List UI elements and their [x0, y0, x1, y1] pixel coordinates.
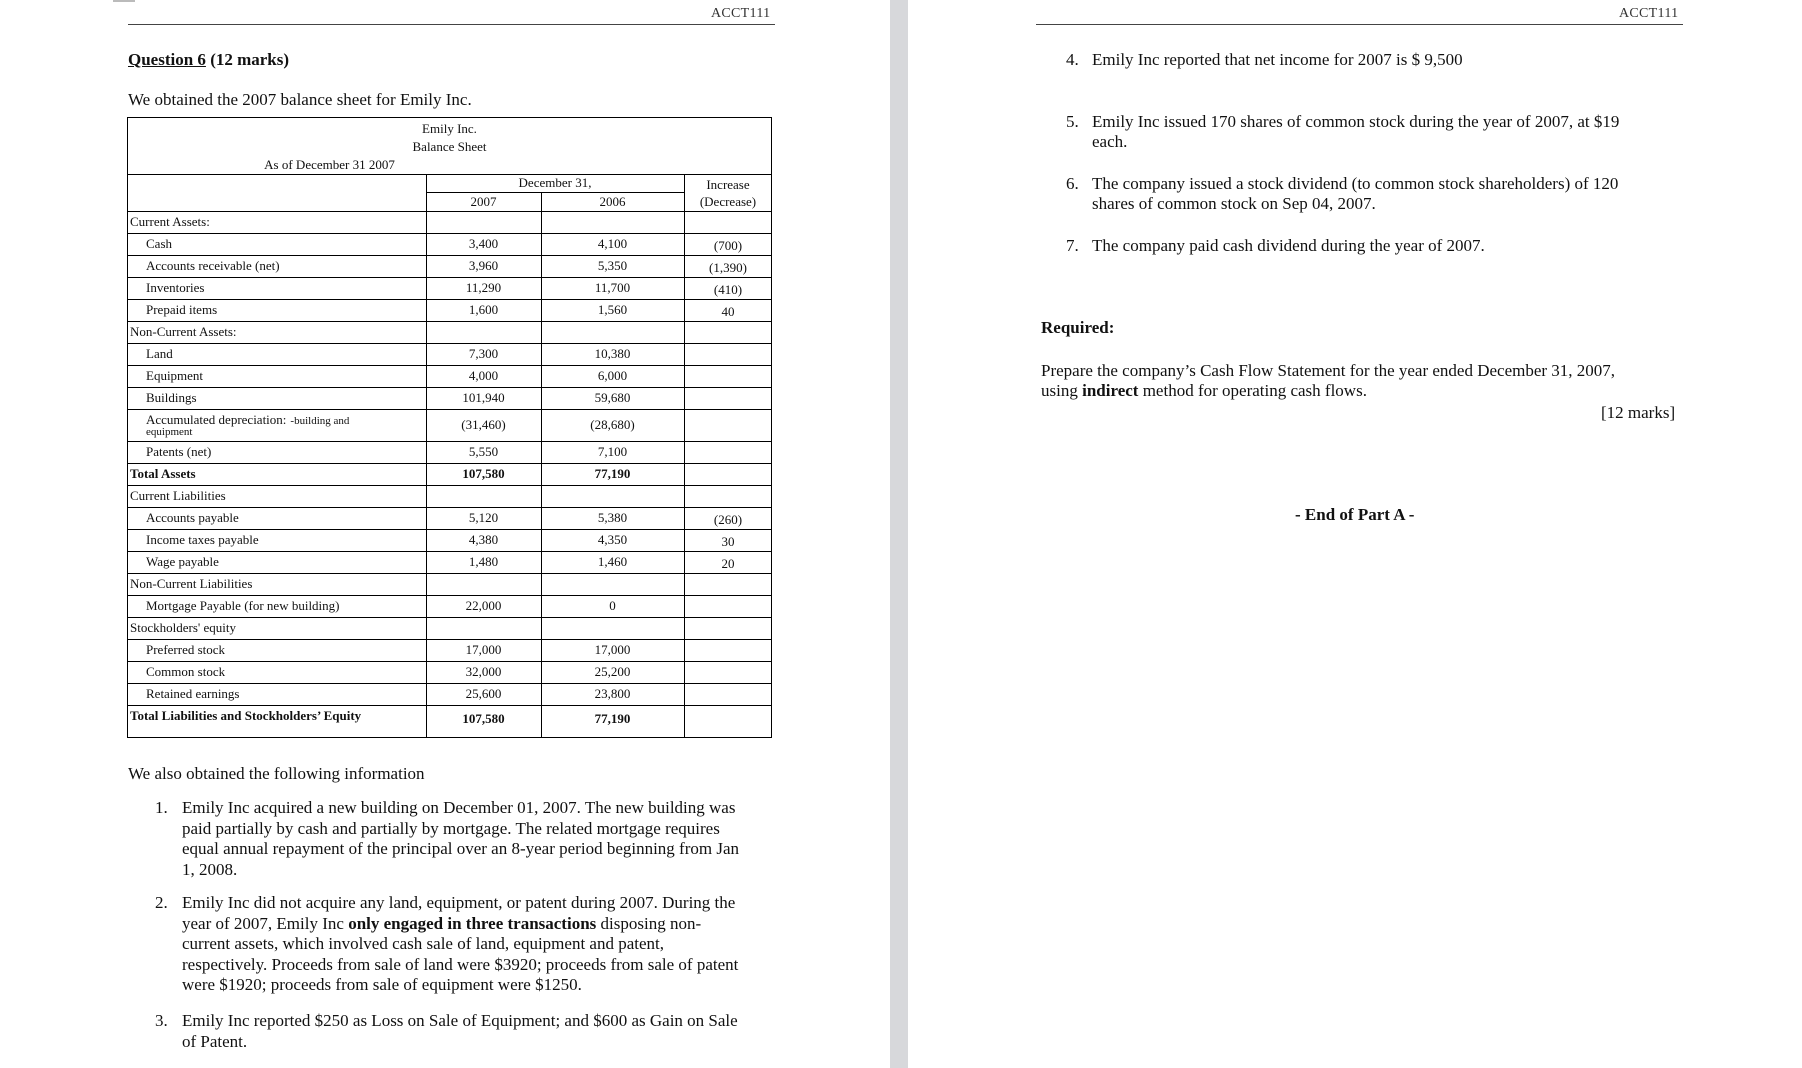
- bs-row-label: Wage payable: [146, 554, 219, 569]
- bs-rule: [128, 507, 771, 508]
- item-line: The company paid cash dividend during the year of 2007.: [1092, 236, 1485, 255]
- bs-rule: [128, 463, 771, 464]
- bs-value-change: 40: [721, 304, 735, 319]
- bs-value-2006: 7,100: [597, 444, 628, 459]
- item-line: respectively. Proceeds from sale of land were $3920; proceeds from sale of patent: [182, 954, 739, 974]
- bs-rule: [128, 551, 771, 552]
- bs-value-2007: 5,550: [468, 444, 499, 459]
- required-emphasis: indirect: [1082, 381, 1139, 400]
- bs-value-2006: 0: [609, 598, 616, 613]
- item-number: 6.: [1066, 174, 1079, 193]
- bs-section-label: Stockholders' equity: [130, 620, 236, 635]
- end-of-part: - End of Part A -: [1295, 505, 1415, 524]
- bs-value-change: (260): [713, 512, 743, 527]
- page-gutter: [890, 0, 908, 1068]
- bs-rule: [128, 387, 771, 388]
- bs-rule: [128, 529, 771, 530]
- bs-row-label: Land: [146, 346, 173, 361]
- bs-value-2006: 59,680: [594, 390, 631, 405]
- item-number: 4.: [1066, 50, 1079, 69]
- item-line: equal annual repayment of the principal over an 8-year period beginning from Jan: [182, 839, 740, 858]
- item-line: Emily Inc acquired a new building on December 01, 2007. The new building was: [182, 798, 736, 817]
- bs-section-label: Non-Current Liabilities: [130, 576, 253, 591]
- bs-rule: [128, 639, 771, 640]
- item-line: current assets, which involved cash sale of land, equipment and patent,: [182, 934, 664, 953]
- item-line: 1, 2008.: [182, 859, 238, 879]
- bs-row-label: Total Assets: [130, 466, 196, 481]
- bs-value-2006: 23,800: [594, 686, 631, 701]
- item-line: Emily Inc reported $250 as Loss on Sale of Equipment; and $600 as Gain on Sale: [182, 1011, 738, 1030]
- bs-rule: [426, 192, 684, 193]
- bs-value-2007: 4,380: [468, 532, 499, 547]
- bs-row-label: Accounts payable: [146, 510, 239, 525]
- bs-rule: [128, 683, 771, 684]
- bs-rule: [128, 233, 771, 234]
- bs-statement: Balance Sheet: [412, 139, 487, 154]
- bs-value-change: (1,390): [709, 260, 747, 275]
- bs-value-2006: (28,680): [590, 417, 635, 432]
- bs-rule: [128, 409, 771, 410]
- bs-section-label: Current Assets:: [130, 214, 210, 229]
- page-header-course: ACCT111: [1619, 6, 1679, 21]
- bs-value-2006: 11,700: [594, 280, 631, 295]
- bs-value-2007: 107,580: [462, 466, 505, 481]
- bs-row-label: Patents (net): [146, 444, 212, 459]
- bs-value-2007: 107,580: [462, 711, 505, 726]
- item-line: of Patent.: [182, 1031, 248, 1051]
- bs-row-label-note: -building and: [290, 415, 350, 427]
- item-number: 7.: [1066, 236, 1079, 255]
- item-2-text: [182, 893, 738, 996]
- item-emphasis: only engaged in three transactions: [348, 913, 597, 933]
- bs-value-2007: (31,460): [461, 417, 506, 432]
- bs-rule: [128, 299, 771, 300]
- bs-value-2007: 1,600: [468, 302, 499, 317]
- bs-value-2007: 3,960: [468, 258, 499, 273]
- item-1-text: [182, 798, 739, 880]
- bs-value-2007: 1,480: [468, 554, 499, 569]
- left-page: [0, 0, 890, 1068]
- page-corner-mark: [113, 0, 135, 2]
- bs-value-2006: 25,200: [594, 664, 631, 679]
- bs-value-2007: 11,290: [465, 280, 502, 295]
- required-text-part: using: [1041, 381, 1083, 400]
- item-number: 3.: [155, 1011, 168, 1030]
- bs-value-2006: 10,380: [594, 346, 631, 361]
- bs-col-group: December 31,: [518, 175, 592, 190]
- header-rule: [1036, 24, 1683, 25]
- bs-rule: [128, 211, 771, 212]
- item-line: [182, 914, 738, 935]
- bs-date: As of December 31 2007: [264, 157, 395, 172]
- bs-row-label: Equipment: [146, 368, 204, 383]
- bs-value-2007: 17,000: [465, 642, 502, 657]
- bs-value-change: 30: [721, 534, 735, 549]
- bs-row-label: Preferred stock: [146, 642, 226, 657]
- also-text: We also obtained the following information: [128, 764, 425, 783]
- intro-text: We obtained the 2007 balance sheet for Emily Inc.: [128, 90, 472, 109]
- bs-colrule: [684, 174, 685, 737]
- required-line: Prepare the company’s Cash Flow Statement for the year ended December 31, 2007,: [1041, 361, 1616, 380]
- bs-value-2006: 17,000: [594, 642, 631, 657]
- bs-row-label: Total Liabilities and Stockholders’ Equity: [130, 708, 362, 723]
- bs-value-2007: 22,000: [465, 598, 502, 613]
- bs-value-2007: 32,000: [465, 664, 502, 679]
- item-line: each.: [1092, 132, 1128, 151]
- balance-sheet-table: [127, 117, 772, 738]
- bs-rule: [128, 485, 771, 486]
- item-line: were $1920; proceeds from sale of equipment were $1250.: [182, 975, 582, 994]
- bs-rule: [128, 705, 771, 706]
- bs-value-2006: 1,460: [597, 554, 628, 569]
- item-number: 2.: [155, 893, 168, 912]
- bs-row-label: Buildings: [146, 390, 197, 405]
- bs-col-change-2: (Decrease): [699, 194, 757, 209]
- bs-value-2006: 1,560: [597, 302, 628, 317]
- question-title: [128, 50, 289, 70]
- required-heading: Required:: [1041, 318, 1115, 337]
- bs-rule: [128, 365, 771, 366]
- item-5-text: [1092, 112, 1619, 152]
- bs-rule: [128, 617, 771, 618]
- bs-rule: [128, 595, 771, 596]
- bs-row-label: Mortgage Payable (for new building): [146, 598, 340, 613]
- bs-value-2007: 4,000: [468, 368, 499, 383]
- bs-section-label: Non-Current Assets:: [130, 324, 237, 339]
- question-label: Question 6: [128, 50, 206, 69]
- right-page: [908, 0, 1802, 1068]
- bs-rule: [128, 321, 771, 322]
- item-text: year of 2007, Emily Inc: [182, 913, 349, 933]
- header-rule: [128, 24, 775, 25]
- item-3-text: [182, 1011, 738, 1052]
- bs-value-2007: 7,300: [468, 346, 499, 361]
- item-7-text: [1092, 236, 1485, 256]
- required-line: [1041, 381, 1615, 401]
- bs-row-label: Income taxes payable: [146, 532, 259, 547]
- bs-value-2006: 77,190: [594, 466, 631, 481]
- item-line: paid partially by cash and partially by mortgage. The related mortgage requires: [182, 818, 720, 838]
- bs-row-label: Cash: [146, 236, 172, 251]
- bs-row-label: Accounts receivable (net): [146, 258, 280, 273]
- bs-rule: [128, 573, 771, 574]
- required-marks: [12 marks]: [1601, 403, 1676, 422]
- bs-col-change-1: Increase: [706, 177, 750, 192]
- item-6-text: [1092, 174, 1618, 214]
- bs-value-2007: 5,120: [468, 510, 499, 525]
- item-line: Emily Inc reported that net income for 2007 is $ 9,500: [1092, 50, 1463, 69]
- item-text: disposing non-: [596, 913, 702, 933]
- bs-row-label: Inventories: [146, 280, 205, 295]
- item-line: shares of common stock on Sep 04, 2007.: [1092, 194, 1376, 213]
- bs-rule: [128, 277, 771, 278]
- required-text-part: method for operating cash flows.: [1138, 381, 1367, 400]
- bs-rule: [128, 343, 771, 344]
- item-number: 1.: [155, 798, 168, 817]
- page-header-course: ACCT111: [711, 6, 771, 21]
- item-line: Emily Inc issued 170 shares of common stock during the year of 2007, at $19: [1092, 112, 1620, 131]
- bs-row-label: Prepaid items: [146, 302, 218, 317]
- bs-value-change: (700): [713, 238, 743, 253]
- item-number: 5.: [1066, 112, 1079, 131]
- bs-row-label: Accumulated depreciation:: [146, 412, 287, 427]
- bs-value-change: 20: [721, 556, 735, 571]
- item-4-text: [1092, 50, 1463, 70]
- bs-col-2006: 2006: [599, 194, 626, 209]
- item-line: Emily Inc did not acquire any land, equipment, or patent during 2007. During the: [182, 893, 736, 912]
- bs-section-label: Current Liabilities: [130, 488, 226, 503]
- bs-value-2006: 5,350: [597, 258, 628, 273]
- bs-value-2006: 77,190: [594, 711, 631, 726]
- bs-value-2007: 3,400: [468, 236, 499, 251]
- bs-col-2007: 2007: [470, 194, 497, 209]
- bs-row-label: Retained earnings: [146, 686, 240, 701]
- bs-value-2007: 25,600: [465, 686, 502, 701]
- bs-rule: [128, 661, 771, 662]
- item-line: The company issued a stock dividend (to common stock shareholders) of 120: [1092, 174, 1619, 193]
- bs-company: Emily Inc.: [422, 121, 477, 136]
- bs-value-change: (410): [713, 282, 743, 297]
- bs-rule: [128, 441, 771, 442]
- bs-rule: [128, 255, 771, 256]
- required-text: [1041, 361, 1615, 401]
- bs-row-label-line2: equipment: [146, 426, 193, 438]
- bs-value-2007: 101,940: [462, 390, 505, 405]
- bs-value-2006: 5,380: [597, 510, 628, 525]
- question-marks: (12 marks): [210, 50, 290, 69]
- bs-row-label: Common stock: [146, 664, 226, 679]
- bs-value-2006: 6,000: [597, 368, 628, 383]
- bs-value-2006: 4,350: [597, 532, 628, 547]
- bs-value-2006: 4,100: [597, 236, 628, 251]
